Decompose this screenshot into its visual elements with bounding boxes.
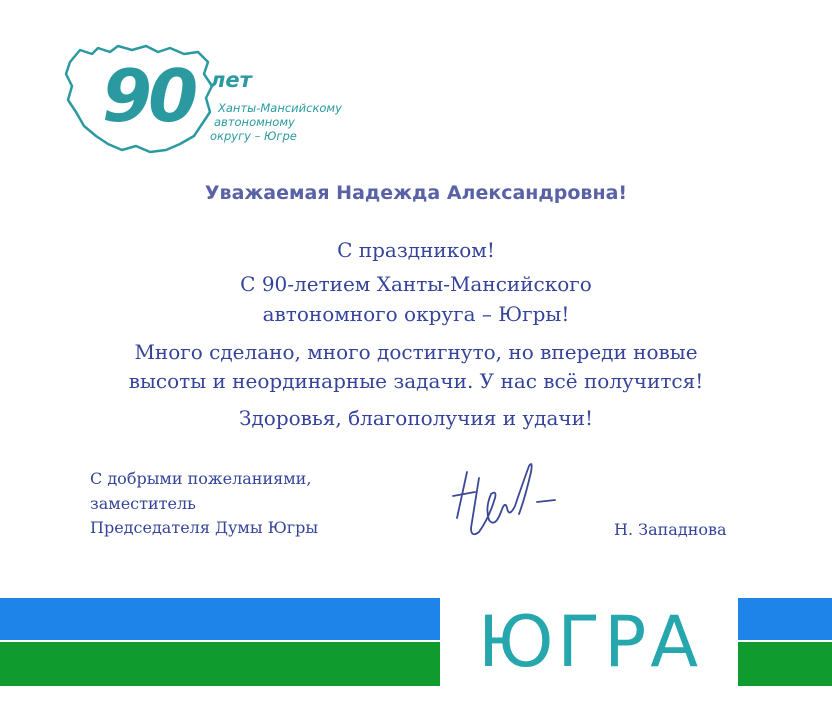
- greeting-heading: Уважаемая Надежда Александровна!: [204, 182, 628, 204]
- logo-line-2: автономному: [214, 115, 295, 129]
- letter-line-2: С 90-летием Ханты-Мансийского: [240, 272, 592, 296]
- signature-line-1: С добрыми пожеланиями,: [90, 469, 312, 488]
- signature-line-2: заместитель: [90, 494, 196, 513]
- signatory-name: Н. Западнова: [614, 520, 727, 539]
- letter-line-5: высоты и неординарные задачи. У нас всё получится!: [128, 369, 704, 393]
- footer-flag-banner: [0, 598, 832, 686]
- letter-line-6: Здоровья, благополучия и удачи!: [239, 406, 593, 430]
- letter-line-1: С праздником!: [337, 238, 495, 262]
- flag-word: ЮГРА: [477, 601, 703, 683]
- logo-line-1: Ханты-Мансийскому: [218, 101, 342, 115]
- signature-line-3: Председателя Думы Югры: [90, 518, 319, 537]
- letter-line-4: Много сделано, много достигнуто, но впереди новые: [134, 340, 698, 364]
- logo-years-word: лет: [210, 68, 252, 92]
- letter-line-3: автономного округа – Югры!: [262, 302, 570, 326]
- logo-number: 90: [102, 54, 195, 138]
- logo-line-3: округу – Югре: [210, 129, 297, 143]
- anniversary-logo: [58, 40, 358, 160]
- handwritten-signature-icon: [445, 458, 565, 553]
